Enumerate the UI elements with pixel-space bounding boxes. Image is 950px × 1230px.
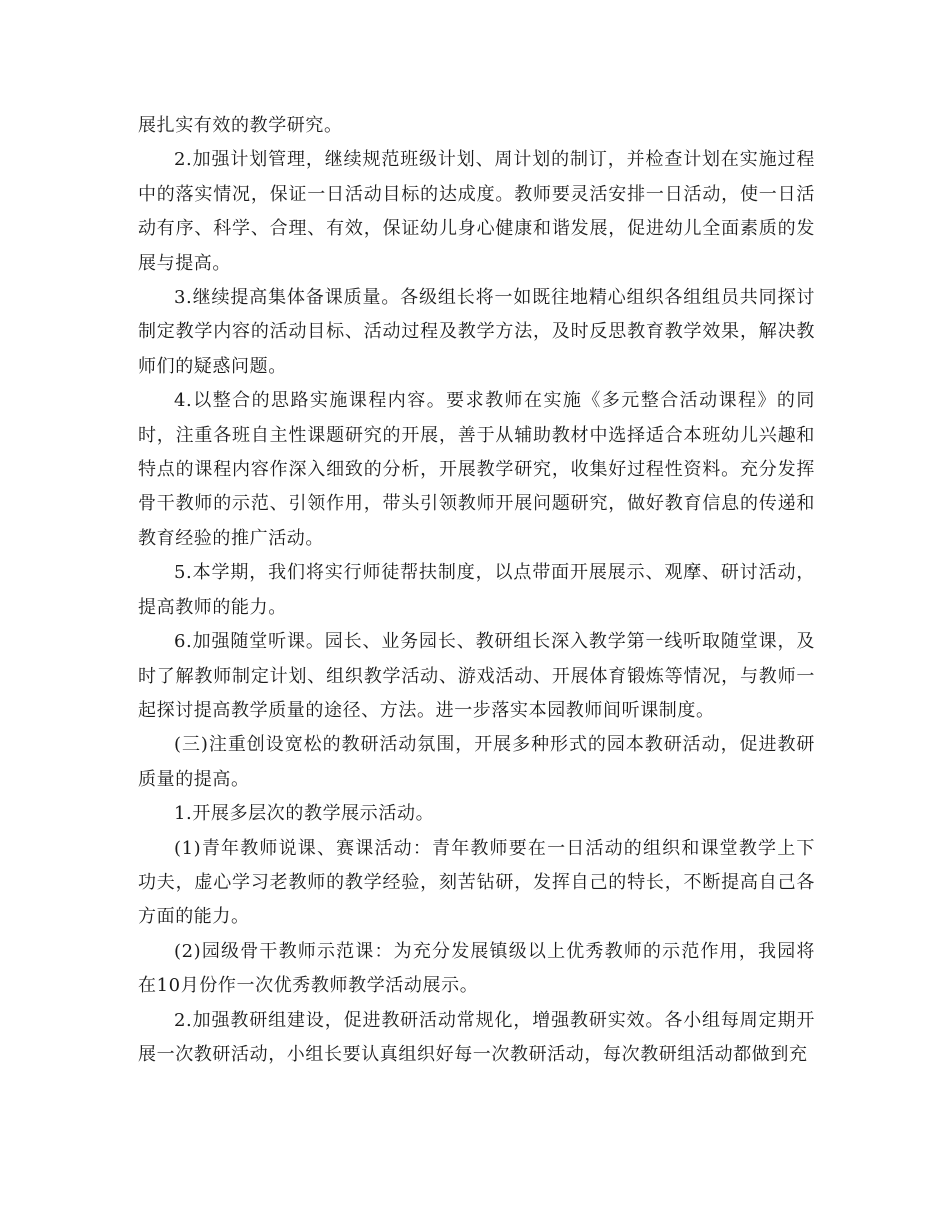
- paragraph-1: 展扎实有效的教学研究。: [138, 115, 343, 136]
- paragraph-9: (1)青年教师说课、赛课活动：青年教师要在一日活动的组织和课堂教学上下功夫，虚心学习老教师的教学经验，刻苦钻研，发挥自己的特长，不断提高自己各方面的能力。: [138, 837, 815, 928]
- paragraph-4: 4.以整合的思路实施课程内容。要求教师在实施《多元整合活动课程》的同时，注重各班自主性课题研究的开展，善于从辅助教材中选择适合本班幼儿兴趣和特点的课程内容作深入细致的分析，开展教学研究，收集好过程性资料。充分发挥骨干教师的示范、引领作用，带头引领教师开展问题研究，做好教育信息的传递和教育经验的推广活动。: [138, 390, 815, 549]
- paragraph-7: (三)注重创设宽松的教研活动氛围，开展多种形式的园本教研活动，促进教研质量的提高。: [138, 734, 815, 790]
- paragraph-5: 5.本学期，我们将实行师徒帮扶制度，以点带面开展展示、观摩、研讨活动，提高教师的能力。: [138, 562, 815, 618]
- paragraph-6: 6.加强随堂听课。园长、业务园长、教研组长深入教学第一线听取随堂课，及时了解教师制定计划、组织教学活动、游戏活动、开展体育锻炼等情况，与教师一起探讨提高教学质量的途径、方法。进一步落实本园教师间听课制度。: [138, 631, 815, 721]
- paragraph-3: 3.继续提高集体备课质量。各级组长将一如既往地精心组织各组组员共同探讨制定教学内容的活动目标、活动过程及教学方法，及时反思教育教学效果，解决教师们的疑惑问题。: [138, 287, 815, 377]
- document-body: [138, 109, 815, 1072]
- paragraph-10: (2)园级骨干教师示范课：为充分发展镇级以上优秀教师的示范作用，我园将在10月份作一次优秀教师教学活动展示。: [138, 940, 815, 997]
- paragraph-2: 2.加强计划管理，继续规范班级计划、周计划的制订，并检查计划在实施过程中的落实情况，保证一日活动目标的达成度。教师要灵活安排一日活动，使一日活动有序、科学、合理、有效，保证幼儿身心健康和谐发展，促进幼儿全面素质的发展与提高。: [138, 149, 815, 274]
- paragraph-11: 2.加强教研组建设，促进教研活动常规化，增强教研实效。各小组每周定期开展一次教研活动，小组长要认真组织好每一次教研活动，每次教研组活动都做到充: [138, 1009, 815, 1065]
- paragraph-8: 1.开展多层次的教学展示活动。: [174, 803, 435, 825]
